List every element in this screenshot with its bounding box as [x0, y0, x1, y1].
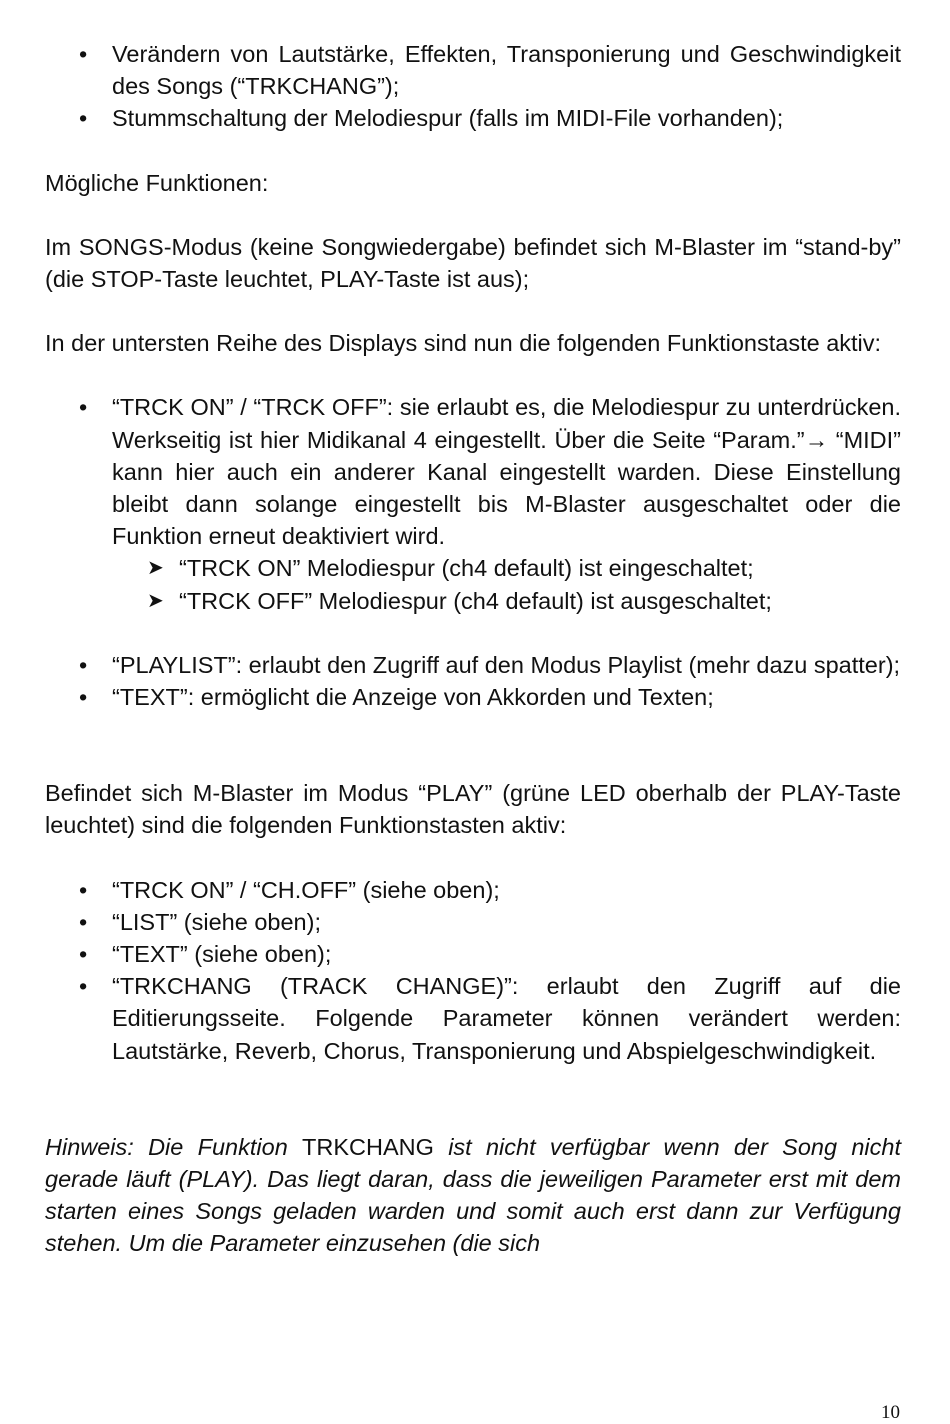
bullet-item: • Stummschaltung der Melodiespur (falls im MIDI-File vorhanden);: [45, 102, 901, 134]
bullet-item-text: • “TEXT”: ermöglicht die Anzeige von Akkorden und Texten;: [45, 681, 901, 713]
bullet-item-trkchang: • “TRKCHANG (TRACK CHANGE)”: erlaubt den Zugriff auf die Editierungsseite. Folgende Parameter können verändert werden: Lautstärke, Reverb, Chorus, Transponierung und Abspielgeschwindigkeit.: [45, 970, 901, 1067]
paragraph-songs-mode: Im SONGS-Modus (keine Songwiedergabe) befindet sich M-Blaster im “stand-by” (die STOP-Taste leuchtet, PLAY-Taste ist aus);: [45, 233, 901, 293]
arrowhead-bullet-icon: ➤: [147, 557, 164, 580]
note-paragraph: [45, 1131, 901, 1260]
paragraph-play-mode: Befindet sich M-Blaster im Modus “PLAY” (grüne LED oberhalb der PLAY-Taste leuchtet) sind die folgenden Funktionstasten aktiv:: [45, 780, 901, 839]
sub-bullet-text: “TRCK ON” Melodiespur (ch4 default) ist eingeschaltet;: [179, 555, 754, 582]
page-number: 10: [881, 1402, 900, 1423]
bullet-item: • “TRCK ON” / “CH.OFF” (siehe oben);: [45, 874, 901, 906]
bullet-item: • “LIST” (siehe oben);: [45, 906, 901, 938]
sub-bullet-text: “TRCK OFF” Melodiespur (ch4 default) ist ausgeschaltet;: [179, 587, 772, 614]
manual-page-content: [45, 38, 901, 1260]
note-keyword: TRKCHANG: [302, 1133, 434, 1160]
paragraph-display-row: In der untersten Reihe des Displays sind nun die folgenden Funktionstaste aktiv:: [45, 330, 882, 357]
section-heading: Mögliche Funktionen:: [45, 169, 269, 196]
bullet-item: • “TEXT” (siehe oben);: [45, 938, 901, 970]
sub-bullet-item: [45, 552, 901, 584]
note-text-start: Hinweis: Die Funktion: [45, 1133, 303, 1160]
bullet-item-playlist: • “PLAYLIST”: erlaubt den Zugriff auf den Modus Playlist (mehr dazu spatter);: [45, 649, 901, 681]
bullet-item-trck: • “TRCK ON” / “TRCK OFF”: sie erlaubt es, die Melodiespur zu unterdrücken. Werkseitig ist hier Midikanal 4 eingestellt. Über die Seite “Param.”→ “MIDI” kann hier auch ein anderer Kanal eingestellt warden. Diese Einstellung bleibt dann solange eingestellt bis M-Blaster ausgeschaltet oder die Funktion erneut deaktiviert wird.: [45, 391, 901, 552]
sub-bullet-item: [45, 585, 901, 617]
arrowhead-bullet-icon: ➤: [147, 589, 164, 612]
note-text-end: ist nicht verfügbar wenn der Song nicht gerade läuft (PLAY). Das liegt daran, dass die jeweiligen Parameter erst mit dem starten eines Songs geladen warden und somit auch erst dann zur Verfügung stehen. Um die Parameter einzusehen (die sich: [45, 1133, 901, 1257]
bullet-item: • Verändern von Lautstärke, Effekten, Transponierung und Geschwindigkeit des Songs (“TRKCHANG”);: [45, 38, 901, 102]
